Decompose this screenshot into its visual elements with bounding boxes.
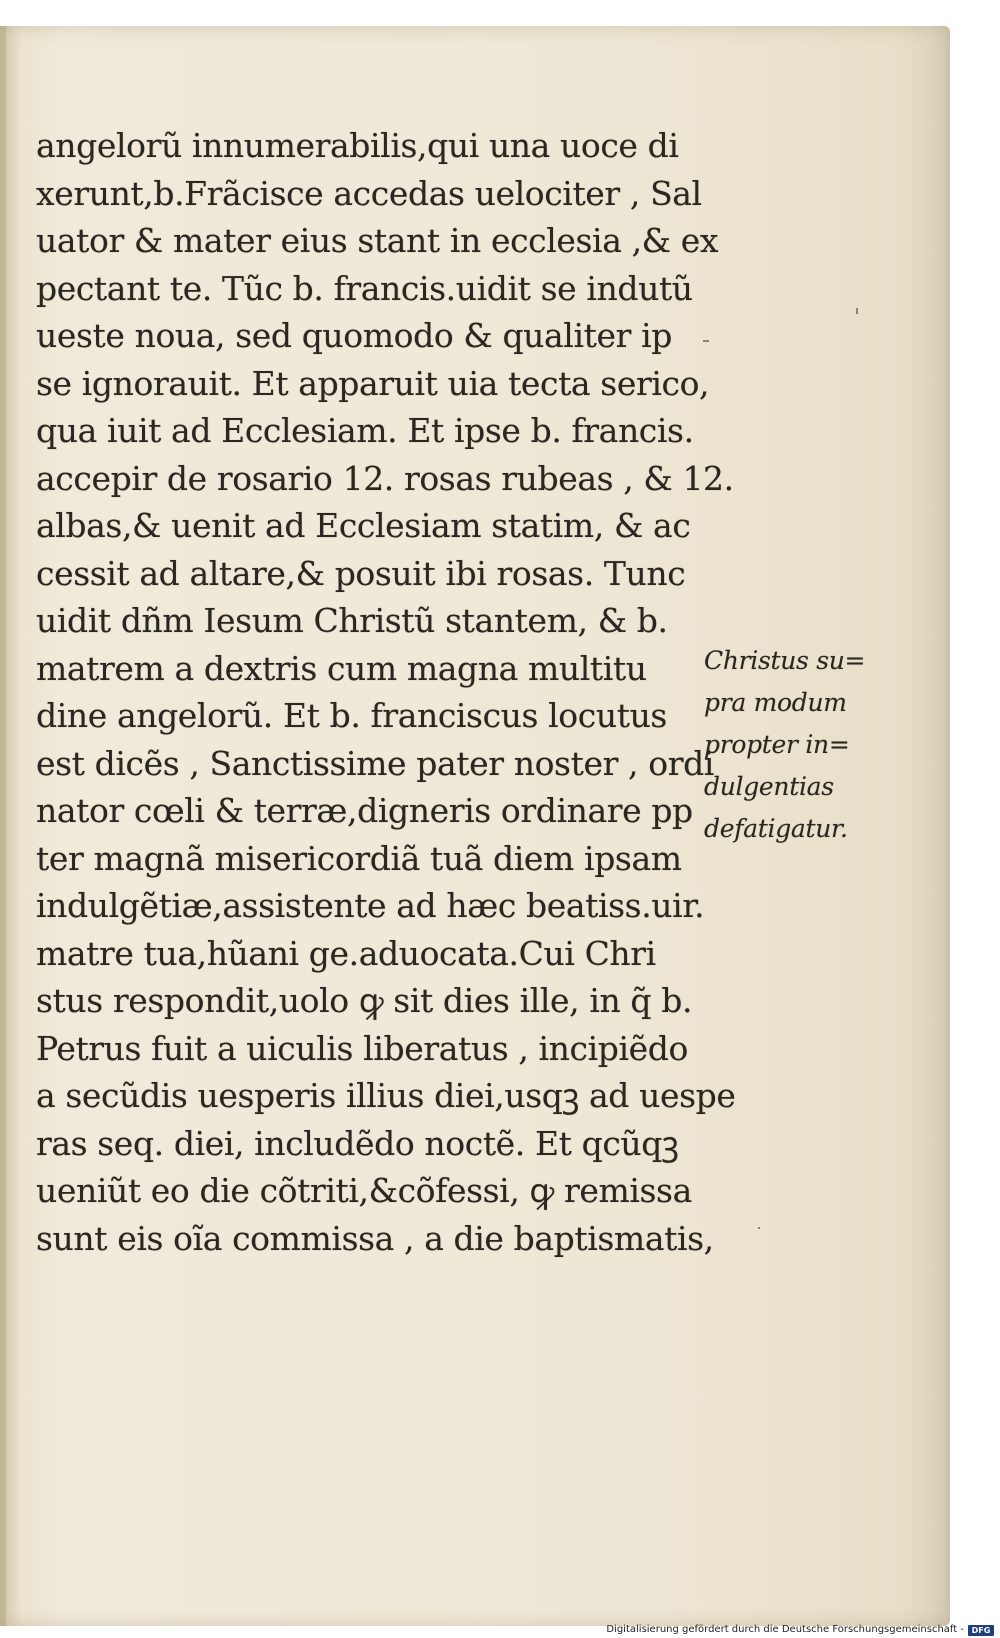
text-line: matre tua,hũani ge.aduocata.Cui Chri: [36, 933, 656, 973]
marginal-line: defatigatur.: [704, 814, 848, 843]
text-line: indulgẽtiæ,assistente ad hæc beatiss.uir.: [36, 886, 705, 925]
ink-speck: [703, 340, 709, 342]
main-text-block: [36, 122, 736, 1262]
text-line: qua iuit ad Ecclesiam. Et ipse b. francis.: [36, 411, 694, 450]
text-line: ter magnã misericordiã tuã diem ipsam: [36, 838, 682, 878]
text-line: albas,& uenit ad Ecclesiam statim, & ac: [36, 506, 691, 545]
ink-speck: [758, 1227, 760, 1229]
text-line: uidit dñm Iesum Christũ stantem, & b.: [36, 601, 668, 640]
text-line: accepir de rosario 12. rosas rubeas , & 12.: [36, 458, 734, 498]
text-line: ueste noua, sed quomodo & qualiter ip: [36, 316, 672, 355]
dfg-logo: DFG: [968, 1625, 994, 1636]
marginal-line: dulgentias: [704, 772, 834, 801]
text-line: Petrus fuit a uiculis liberatus , incipiẽdo: [36, 1028, 688, 1068]
page-edge: [952, 26, 1000, 1626]
ink-speck: [856, 308, 858, 314]
text-line: matrem a dextris cum magna multitu: [36, 648, 647, 688]
text-line: sunt eis oĩa commissa , a die baptismatis,: [36, 1218, 714, 1258]
marginal-line: propter in=: [704, 730, 850, 759]
text-line: angelorũ innumerabilis,qui una uoce di: [36, 126, 679, 165]
marginal-line: pra modum: [704, 688, 847, 717]
text-line: pectant te. Tũc b. francis.uidit se indutũ: [36, 268, 693, 308]
text-line: uator & mater eius stant in ecclesia ,& ex: [36, 221, 719, 260]
text-line: stus respondit,uolo ꝙ sit dies ille, in q̃ b.: [36, 981, 693, 1020]
text-line: a secũdis uesperis illius diei,usqꝫ ad uespe: [36, 1076, 736, 1115]
marginal-note: [704, 640, 864, 850]
text-line: ras seq. diei, includẽdo noctẽ. Et qcũqꝫ: [36, 1123, 679, 1163]
funding-credit: Digitalisierung gefördert durch die Deutsche Forschungsgemeinschaft -: [606, 1624, 964, 1635]
marginal-line: Christus su=: [704, 646, 866, 675]
text-line: dine angelorũ. Et b. franciscus locutus: [36, 696, 667, 735]
text-line: nator cœli & terræ,digneris ordinare pp: [36, 791, 693, 830]
text-line: ueniũt eo die cõtriti,&cõfessi, ꝙ remissa: [36, 1171, 692, 1210]
text-line: est dicẽs , Sanctissime pater noster , ordi: [36, 743, 714, 783]
text-line: cessit ad altare,& posuit ibi rosas. Tunc: [36, 553, 686, 593]
text-line: xerunt,b.Frãcisce accedas uelociter , Sal: [36, 173, 702, 213]
text-line: se ignorauit. Et apparuit uia tecta serico,: [36, 363, 710, 403]
